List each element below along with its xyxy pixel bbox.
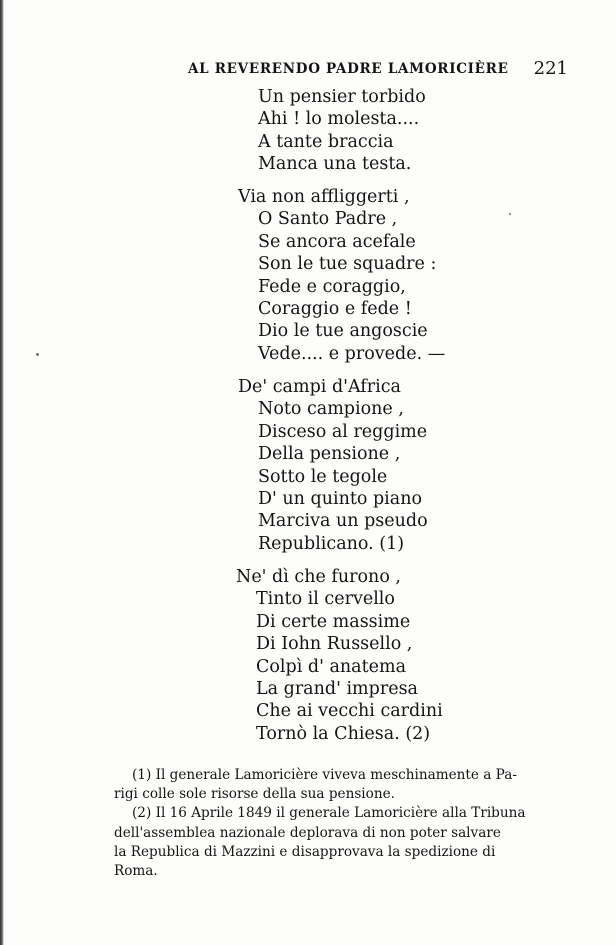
ink-speck — [36, 353, 39, 356]
stanza-4 — [236, 566, 443, 745]
verse-line: Di certe massime — [256, 611, 411, 632]
verse-line: Di Iohn Russello , — [256, 634, 413, 655]
footnote-line: dell'assemblea nazionale deplorava di non poter salvare — [114, 824, 501, 841]
verse-line: Un pensier torbido — [258, 87, 426, 107]
verse-line: Colpì d' anatema — [256, 656, 407, 677]
verse-line: Della pensione , — [258, 444, 401, 465]
page-header — [188, 58, 568, 82]
verse-line: Coraggio e fede ! — [258, 299, 412, 320]
verse-line: Son le tue squadre : — [258, 254, 437, 275]
page-edge — [0, 0, 4, 945]
verse-line: Ahi ! lo molesta.... — [258, 109, 420, 130]
footnote-line: rigi colle sole risorse della sua pensione. — [114, 786, 395, 803]
verse-line: O Santo Padre , — [258, 209, 398, 230]
verse-line: De' campi d'Africa — [238, 377, 401, 397]
page-number: 221 — [533, 58, 568, 79]
verse-line: Vede.... e provede. — — [258, 343, 446, 364]
verse-line: Sotto le tegole — [258, 466, 388, 487]
verse-line: Ne' dì che furono , — [236, 567, 401, 587]
verse-line: La grand' impresa — [256, 679, 418, 700]
running-title: AL REVERENDO PADRE LAMORICIÈRE — [188, 61, 509, 77]
verse-line: Republicano. (1) — [258, 533, 405, 554]
footnote-line: (2) Il 16 Aprile 1849 il generale Lamoricière alla Tribuna — [132, 805, 526, 822]
verse-line: Manca una testa. — [258, 154, 412, 175]
verse-line: Se ancora acefale — [258, 231, 416, 252]
verse-line: D' un quinto piano — [258, 489, 423, 510]
verse-line: Fede e coraggio, — [258, 276, 406, 297]
verse-line: A tante braccia — [258, 131, 394, 152]
stanza-2 — [238, 186, 445, 365]
verse-line: Tinto il cervello — [256, 589, 395, 610]
verse-line: Disceso al reggime — [258, 421, 428, 442]
footnote-line: Roma. — [114, 863, 158, 880]
verse-line: Marciva un pseudo — [258, 511, 428, 532]
verse-line: Via non affliggerti , — [238, 187, 410, 207]
ink-speck — [509, 213, 511, 215]
footnote-line: la Republica di Mazzini e disapprovava la spedizione di — [114, 843, 496, 860]
stanza-1 — [258, 86, 426, 176]
verse-line: Dio le tue angoscie — [258, 321, 428, 342]
verse-line: Che ai vecchi cardini — [256, 701, 443, 722]
footnote-line: (1) Il generale Lamoricière viveva meschinamente a Pa- — [132, 767, 517, 783]
verse-line: Noto campione , — [258, 399, 404, 420]
footnotes — [114, 766, 568, 881]
stanza-3 — [238, 376, 428, 555]
verse-line: Tornò la Chiesa. (2) — [256, 723, 431, 744]
